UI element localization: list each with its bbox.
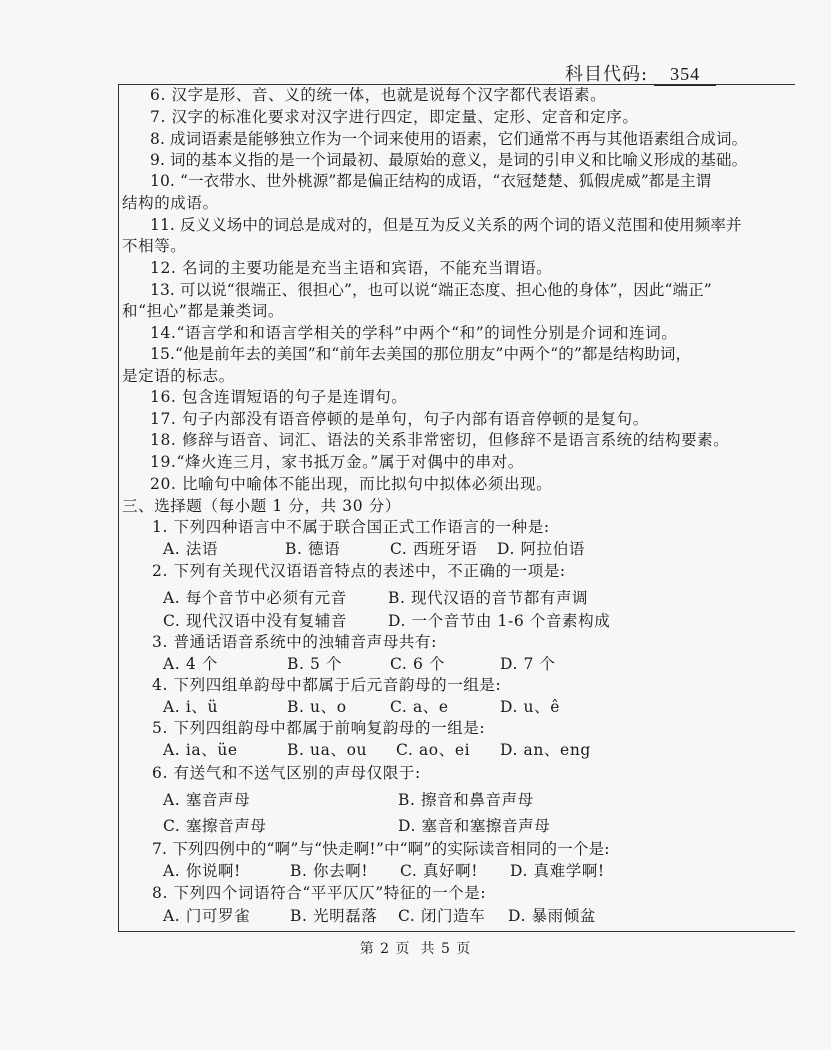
- item-18: 18. 修辞与语音、词汇、语法的关系非常密切，但修辞不是语言系统的结构要素。: [150, 431, 730, 449]
- q5-option-c: C. ao、ei: [396, 741, 471, 759]
- item-11-cont: 不相等。: [122, 237, 187, 255]
- q1-option-b: B. 德语: [285, 540, 341, 558]
- item-13-cont: 和“担心”都是兼类词。: [122, 302, 284, 320]
- item-7: 7. 汉字的标准化要求对汉字进行四定，即定量、定形、定音和定序。: [150, 108, 639, 126]
- q2-option-b: B. 现代汉语的音节都有声调: [388, 589, 589, 607]
- question-8: 8. 下列四个词语符合“平平仄仄”特征的一个是:: [152, 884, 487, 902]
- section-3-title: 三、选择题（每小题 1 分，共 30 分）: [122, 497, 401, 515]
- question-7: 7. 下列四例中的“啊”与“快走啊!”中“啊”的实际读音相同的一个是:: [152, 840, 610, 858]
- q8-option-a: A. 门可罗雀: [163, 907, 251, 925]
- q6-option-c: C. 塞擦音声母: [163, 817, 267, 835]
- q6-option-b: B. 擦音和鼻音声母: [398, 791, 534, 809]
- question-2: 2. 下列有关现代汉语语音特点的表述中，不正确的一项是:: [152, 562, 566, 580]
- q3-option-a: A. 4 个: [163, 655, 218, 673]
- q5-option-b: B. ua、ou: [287, 741, 368, 759]
- q3-option-d: D. 7 个: [500, 655, 556, 673]
- item-10-cont: 结构的成语。: [122, 194, 219, 212]
- q7-option-c: C. 真好啊!: [400, 862, 479, 880]
- q3-option-b: B. 5 个: [287, 655, 343, 673]
- item-19: 19.“烽火连三月，家书抵万金。”属于对偶中的串对。: [150, 453, 524, 471]
- question-5: 5. 下列四组韵母中都属于前响复韵母的一组是:: [152, 719, 486, 737]
- q7-option-b: B. 你去啊!: [290, 862, 369, 880]
- item-17: 17. 句子内部没有语音停顿的是单句，句子内部有语音停顿的是复句。: [150, 410, 649, 428]
- page-footer: [0, 938, 831, 958]
- question-6: 6. 有送气和不送气区别的声母仅限于:: [152, 764, 421, 782]
- q8-option-d: D. 暴雨倾盆: [508, 907, 596, 925]
- item-6: 6. 汉字是形、音、义的统一体，也就是说每个汉字都代表语素。: [150, 86, 607, 104]
- item-9: 9. 词的基本义指的是一个词最初、最原始的意义，是词的引申义和比喻义形成的基础。: [150, 151, 748, 169]
- subject-code-label: 科目代码:: [565, 64, 649, 85]
- item-14: 14.“语言学和和语言学相关的学科”中两个“和”的词性分别是介词和连词。: [150, 324, 678, 342]
- item-10: 10. “一衣带水、世外桃源”都是偏正结构的成语，“衣冠楚楚、狐假虎威”都是主谓: [150, 172, 712, 190]
- item-15-cont: 是定语的标志。: [122, 367, 235, 385]
- q6-option-d: D. 塞音和塞擦音声母: [398, 817, 551, 835]
- q3-option-c: C. 6 个: [390, 655, 446, 673]
- q6-option-a: A. 塞音声母: [163, 791, 251, 809]
- page-total: 共 5 页: [420, 941, 472, 957]
- question-3: 3. 普通话语音系统中的浊辅音声母共有:: [152, 633, 437, 651]
- item-15: 15.“他是前年去的美国”和“前年去美国的那位朋友”中两个“的”都是结构助词，: [150, 345, 692, 363]
- item-20: 20. 比喻句中喻体不能出现，而比拟句中拟体必须出现。: [150, 475, 553, 493]
- q1-option-d: D. 阿拉伯语: [497, 540, 585, 558]
- q2-option-d: D. 一个音节由 1-6 个音素构成: [388, 612, 611, 630]
- subject-code: [565, 60, 716, 86]
- page-number: 第 2 页: [359, 941, 411, 957]
- q7-option-d: D. 真难学啊!: [510, 862, 605, 880]
- q4-option-b: B. u、o: [287, 698, 347, 716]
- q5-option-a: A. ia、üe: [163, 741, 238, 759]
- question-1: 1. 下列四种语言中不属于联合国正式工作语言的一种是:: [152, 518, 550, 536]
- item-16: 16. 包含连谓短语的句子是连谓句。: [150, 388, 408, 406]
- item-13: 13. 可以说“很端正、很担心”，也可以说“端正态度、担心他的身体”，因此“端正”: [150, 281, 712, 299]
- q8-option-b: B. 光明磊落: [290, 907, 378, 925]
- question-4: 4. 下列四组单韵母中都属于后元音韵母的一组是:: [152, 676, 502, 694]
- q8-option-c: C. 闭门造车: [398, 907, 486, 925]
- q4-option-d: D. u、ê: [500, 698, 560, 716]
- q5-option-d: D. an、eng: [500, 741, 591, 759]
- q1-option-a: A. 法语: [163, 540, 219, 558]
- q7-option-a: A. 你说啊!: [163, 862, 241, 880]
- item-11: 11. 反义义场中的词总是成对的，但是互为反义关系的两个词的语义范围和使用频率并: [150, 216, 742, 234]
- q4-option-c: C. a、e: [390, 698, 449, 716]
- item-12: 12. 名词的主要功能是充当主语和宾语，不能充当谓语。: [150, 259, 553, 277]
- q2-option-a: A. 每个音节中必须有元音: [163, 589, 347, 607]
- item-8: 8. 成词语素是能够独立作为一个词来使用的语素，它们通常不再与其他语素组合成词。: [150, 130, 748, 148]
- q4-option-a: A. i、ü: [163, 698, 219, 716]
- q2-option-c: C. 现代汉语中没有复辅音: [163, 612, 347, 630]
- subject-code-value: 354: [654, 64, 716, 86]
- q1-option-c: C. 西班牙语: [390, 540, 478, 558]
